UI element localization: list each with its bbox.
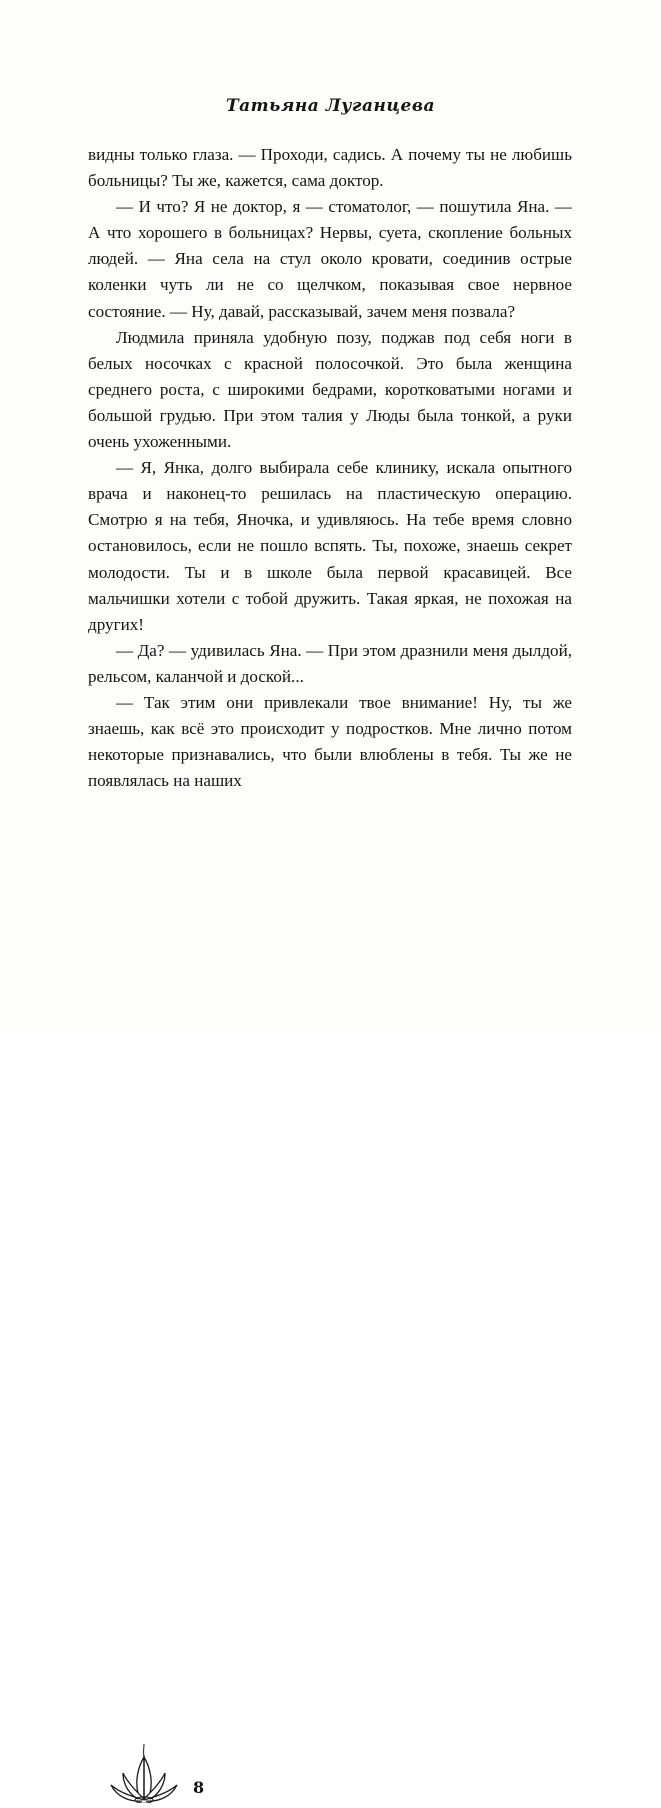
page-header [0,96,661,116]
paragraph: — Так этим они привлекали твое внимание! Ну, ты же знаешь, как всё это происходит у подростков. Мне лично потом некоторые признавались, что были влюблены в тебя. Ты же не появлялась на наших [88,692,572,791]
page-footer [0,873,661,1797]
page-number: 8 [193,1778,205,1797]
paragraph: — Да? — удивилась Яна. — При этом дразнили меня дылдой, рельсом, каланчой и доской... [88,640,572,686]
paragraph: видны только глаза. — Проходи, садись. А почему ты не любишь больницы? Ты же, кажется, сама доктор. [88,145,572,191]
paragraph: — И что? Я не доктор, я — стоматолог, — пошутила Яна. — А что хорошего в больницах? Нервы, суета, скопление больных людей. — Яна села на стул около кровати, соединив острые коленки чуть ли не со щелчком, показывая свое нервное состояние. — Ну, давай, рассказывай, зачем меня позвала? [88,197,572,321]
page-body-text [88,142,572,794]
author-name: Татьяна Луганцева [225,96,436,116]
paragraph: — Я, Янка, долго выбирала себе клинику, искала опытного врача и наконец-то решилась на пластическую операцию. Смотрю я на тебя, Яночка, и удивляюсь. На тебе время словно остановилось, если не пошло вспять. Ты, похоже, знаешь секрет молодости. Ты и в школе была первой красавицей. Все мальчишки хотели с тобой дружить. Такая яркая, не похожая на других! [88,458,572,634]
lotus-flower-ornament-icon [104,1741,184,1803]
paragraph: Людмила приняла удобную позу, поджав под себя ноги в белых носочках с красной полосочкой. Это была женщина среднего роста, с широкими бедрами, коротковатыми ногами и большой грудью. При этом талия у Люды была тонкой, а руки очень ухоженными. [88,327,572,452]
